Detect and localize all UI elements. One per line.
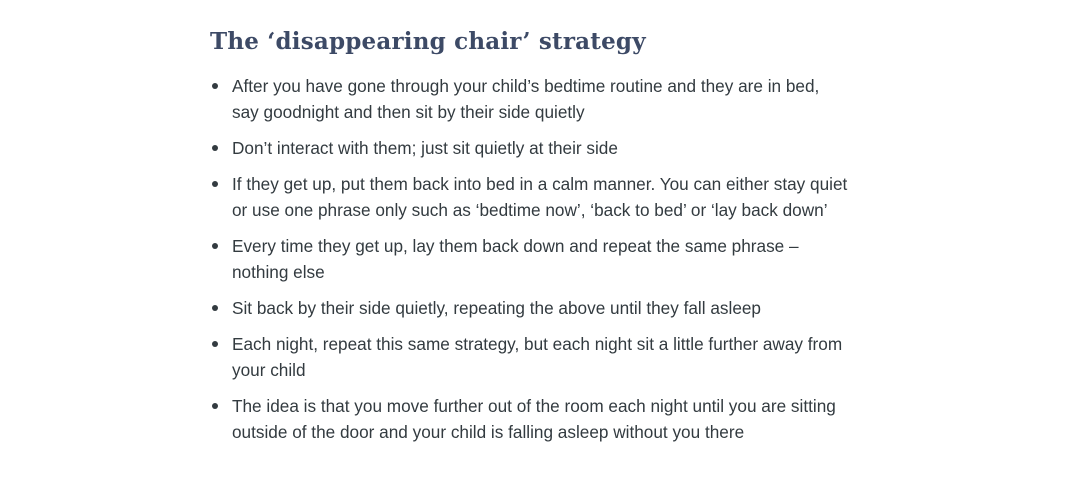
list-item-text: Don’t interact with them; just sit quietly at their side: [232, 138, 618, 158]
list-item: [210, 393, 850, 445]
list-item-text: If they get up, put them back into bed in a calm manner. You can either stay quiet or use one phrase only such as ‘bedtime now’, ‘back to bed’ or ‘lay back down’: [232, 174, 848, 220]
bullet-icon: [212, 83, 218, 89]
bullet-icon: [212, 341, 218, 347]
list-item: [210, 135, 850, 161]
bullet-icon: [212, 181, 218, 187]
list-item: [210, 73, 850, 125]
list-item: [210, 331, 850, 383]
article-section: [210, 26, 850, 455]
list-item: [210, 171, 850, 223]
strategy-list: [210, 73, 850, 445]
bullet-icon: [212, 403, 218, 409]
bullet-icon: [212, 145, 218, 151]
list-item-text: After you have gone through your child’s bedtime routine and they are in bed, say goodnight and then sit by their side quietly: [232, 76, 820, 122]
list-item-text: The idea is that you move further out of the room each night until you are sitting outside of the door and your child is falling asleep without you there: [232, 396, 836, 442]
list-item: [210, 295, 850, 321]
bullet-icon: [212, 305, 218, 311]
list-item-text: Sit back by their side quietly, repeating the above until they fall asleep: [232, 298, 761, 318]
list-item-text: Every time they get up, lay them back down and repeat the same phrase – nothing else: [232, 236, 799, 282]
list-item: [210, 233, 850, 285]
section-heading: The ‘disappearing chair’ strategy: [210, 28, 646, 55]
bullet-icon: [212, 243, 218, 249]
list-item-text: Each night, repeat this same strategy, but each night sit a little further away from your child: [232, 334, 843, 380]
